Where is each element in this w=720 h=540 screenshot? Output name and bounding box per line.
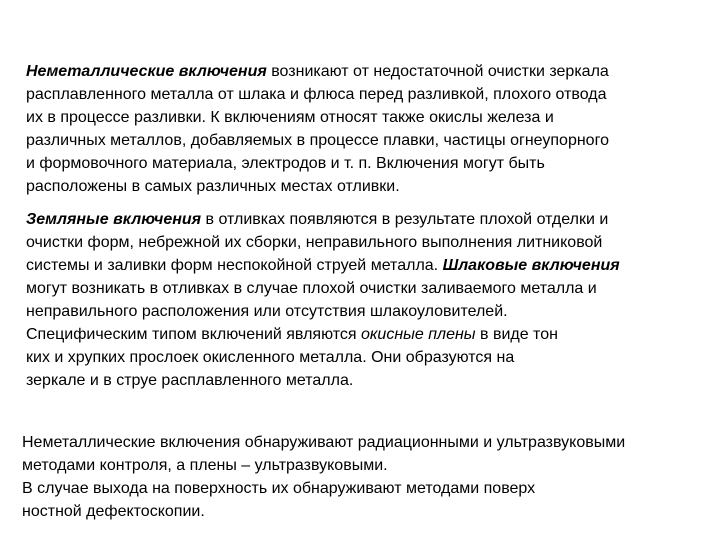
text-fragment: в виде тон xyxy=(475,326,558,343)
text-fragment: в отливках появляются в результате плохой отделки и xyxy=(201,211,609,228)
term-nonmetallic-inclusions: Неметаллические включения xyxy=(26,63,267,80)
text-line: ких и хрупких прослоек окисленного металла. Они образуются на xyxy=(26,349,515,366)
text-line xyxy=(26,208,620,231)
text-line: расположены в самых различных местах отливки. xyxy=(26,178,400,195)
paragraph-earth-slag-inclusions xyxy=(26,208,620,392)
text-line: и формовочного материала, электродов и т. п. Включения могут быть xyxy=(26,155,545,172)
text-line xyxy=(26,254,620,277)
text-line: Неметаллические включения обнаруживают радиационными и ультразвуковыми xyxy=(22,434,626,451)
text-line xyxy=(26,323,620,346)
text-fragment: системы и заливки форм неспокойной струей металла. xyxy=(26,257,443,274)
text-line: методами контроля, а плены – ультразвуковыми. xyxy=(22,457,388,474)
text-line: В случае выхода на поверхность их обнаруживают методами поверх xyxy=(22,480,536,497)
text-line: могут возникать в отливках в случае плохой очистки заливаемого металла и xyxy=(26,280,597,297)
term-earth-inclusions: Земляные включения xyxy=(26,211,202,228)
term-slag-inclusions: Шлаковые включения xyxy=(442,257,620,274)
text-fragment: возникают от недостаточной очистки зеркала xyxy=(266,63,609,80)
text-fragment: Специфическим типом включений являются xyxy=(26,326,361,343)
text-line: очистки форм, небрежной их сборки, неправильного выполнения литниковой xyxy=(26,234,603,251)
text-line: неправильного расположения или отсутствия шлакоуловителей. xyxy=(26,303,508,320)
term-oxide-films: окисные плены xyxy=(360,326,476,343)
text-line: зеркале и в струе расплавленного металла. xyxy=(26,372,354,389)
text-line: различных металлов, добавляемых в процессе плавки, частицы огнеупорного xyxy=(26,132,609,149)
text-line: ностной дефектоскопии. xyxy=(22,503,205,520)
paragraph-detection-methods xyxy=(22,431,625,523)
paragraph-nonmetallic-inclusions xyxy=(26,60,609,198)
text-line: их в процессе разливки. К включениям относят также окислы железа и xyxy=(26,109,554,126)
text-line: расплавленного металла от шлака и флюса перед разливкой, плохого отвода xyxy=(26,86,607,103)
text-line xyxy=(26,60,609,83)
